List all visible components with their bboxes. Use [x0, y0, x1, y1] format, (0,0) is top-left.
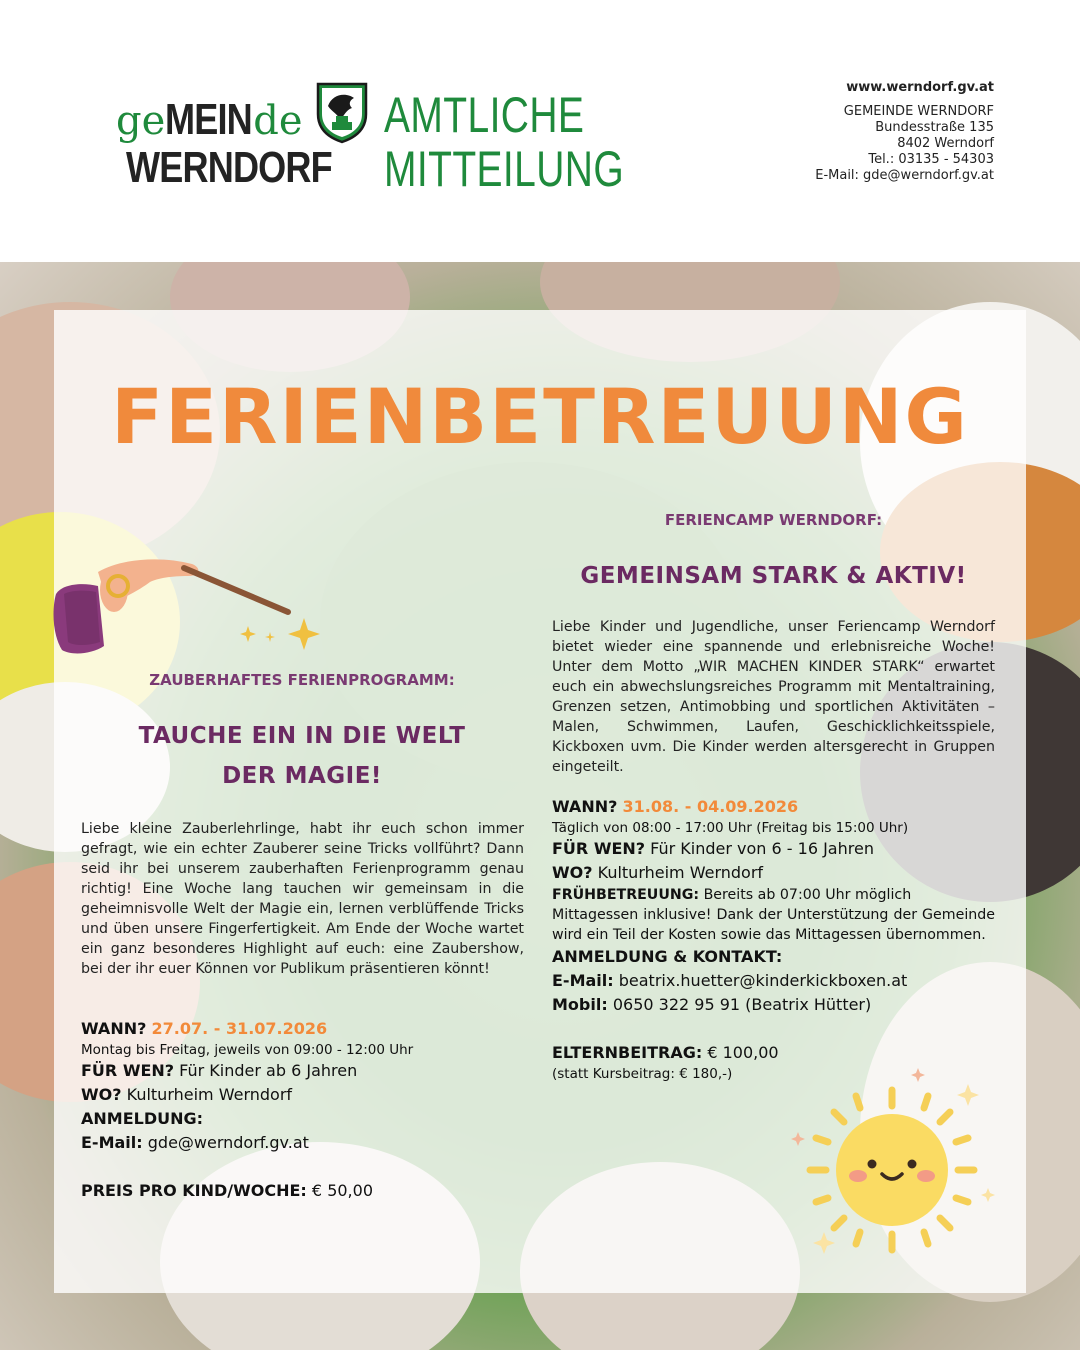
left-email-value[interactable]: gde@werndorf.gv.at	[147, 1133, 309, 1152]
title-line-amtliche: AMTLICHE	[384, 87, 585, 143]
gemeinde-logo	[116, 80, 374, 190]
smiling-sun-icon	[780, 1068, 1010, 1268]
left-headline	[80, 716, 524, 796]
right-when-value: 31.08. - 04.09.2026	[622, 797, 799, 816]
logo-ge: ge	[116, 98, 166, 144]
right-mobile-label: Mobil:	[552, 995, 608, 1014]
right-where-label: WO?	[552, 863, 593, 882]
left-intro-text: Liebe kleine Zauberlehrlinge, habt ihr euch schon immer gefragt, wie ein echter Zauberer seine Tricks vollführt? Dann seid ihr bei unserem zauberhaften Ferienprogramm genau richtig! Eine Woche lang tauchen wir gemeinsam in die geheimnisvolle Welt der Magie ein, lernen verblüffende Tricks und üben unsere Fingerfertigkeit. Am Ende der Woche wartet ein ganz besonderes Highlight auf euch: eine Zaubershow, bei der ihr euer Können vor Publikum präsentieren könnt!	[81, 821, 524, 977]
document-type-title	[384, 88, 624, 196]
left-price-value: € 50,00	[311, 1181, 373, 1200]
right-where-value: Kulturheim Werndorf	[597, 863, 764, 882]
left-price	[81, 1179, 525, 1203]
logo-mein: MEIN	[165, 95, 253, 144]
right-where	[552, 861, 995, 885]
right-email-label: E-Mail:	[552, 971, 614, 990]
left-when	[81, 1017, 525, 1041]
right-schedule: Täglich von 08:00 - 17:00 Uhr (Freitag bis 15:00 Uhr)	[552, 820, 909, 836]
title-line-mitteilung: MITTEILUNG	[384, 141, 625, 197]
left-kicker: ZAUBERHAFTES FERIENPROGRAMM:	[149, 671, 455, 689]
contact-email[interactable]: E-Mail: gde@werndorf.gv.at	[815, 168, 994, 183]
contact-street: Bundesstraße 135	[875, 120, 994, 135]
right-when	[552, 795, 995, 819]
logo-werndorf: WERNDORF	[126, 143, 332, 192]
left-for-whom	[81, 1059, 525, 1083]
left-email-label: E-Mail:	[81, 1133, 143, 1152]
right-email-value[interactable]: beatrix.huetter@kinderkickboxen.at	[618, 971, 908, 990]
right-lunch-text: Mittagessen inklusive! Dank der Unterstützung der Gemeinde wird ein Teil der Kosten sowie das Mittagessen übernommen.	[552, 907, 995, 943]
magic-wand-hand-icon	[52, 554, 324, 666]
right-kicker: FERIENCAMP WERNDORF:	[664, 511, 883, 529]
left-where	[81, 1083, 525, 1107]
right-fee	[552, 1041, 995, 1065]
logo-wordmark-top	[116, 95, 303, 144]
right-for-value: Für Kinder von 6 - 16 Jahren	[650, 839, 874, 858]
left-where-label: WO?	[81, 1085, 122, 1104]
right-registration-label: ANMELDUNG & KONTAKT:	[552, 947, 783, 966]
right-email	[552, 969, 995, 993]
right-for-label: FÜR WEN?	[552, 839, 646, 858]
letterhead	[0, 0, 1080, 262]
page-title: FERIENBETREUUNG	[111, 372, 969, 461]
left-price-label: PREIS PRO KIND/WOCHE:	[81, 1181, 307, 1200]
contact-block	[815, 80, 994, 184]
contact-phone: Tel.: 03135 - 54303	[868, 152, 994, 167]
municipal-crest-icon	[314, 80, 370, 144]
left-when-label: WANN?	[81, 1019, 147, 1038]
right-intro-text: Liebe Kinder und Jugendliche, unser Feriencamp Werndorf bietet wieder eine spannende und erlebnisreiche Woche! Unter dem Motto „WIR MACHEN KINDER STARK“ erwartet euch ein abwechslungsreiches Programm mit Mentaltraining, Grenzen setzen, Antimobbing und sportlichen Aktivitäten – Malen, Schwimmen, Laufen, Geschicklichkeitsspiele, Kickboxen uvm. Die Kinder werden altersgerecht in Gruppen eingeteilt.	[552, 619, 995, 775]
contact-name: GEMEINDE WERNDORF	[843, 104, 994, 119]
right-headline: GEMEINSAM STARK & AKTIV!	[580, 563, 967, 589]
left-headline-line1: TAUCHE EIN IN DIE WELT	[138, 723, 466, 749]
right-mobile-value[interactable]: 0650 322 95 91 (Beatrix Hütter)	[612, 995, 872, 1014]
right-fee-value: € 100,00	[707, 1043, 779, 1062]
right-when-label: WANN?	[552, 797, 618, 816]
right-details	[552, 795, 995, 1083]
left-headline-line2: DER MAGIE!	[222, 763, 382, 789]
website-link[interactable]: www.werndorf.gv.at	[846, 80, 994, 95]
right-mobile	[552, 993, 995, 1017]
left-for-label: FÜR WEN?	[81, 1061, 175, 1080]
right-fee-label: ELTERNBEITRAG:	[552, 1043, 703, 1062]
left-email	[81, 1131, 525, 1155]
right-fee-note: (statt Kursbeitrag: € 180,-)	[552, 1066, 733, 1082]
contact-city: 8402 Werndorf	[897, 136, 994, 151]
right-early-care	[552, 885, 995, 905]
logo-de: de	[253, 98, 303, 144]
left-where-value: Kulturheim Werndorf	[126, 1085, 293, 1104]
right-for-whom	[552, 837, 995, 861]
left-details	[81, 1017, 525, 1203]
left-when-value: 27.07. - 31.07.2026	[151, 1019, 328, 1038]
right-early-value: Bereits ab 07:00 Uhr möglich	[703, 887, 912, 903]
right-early-label: FRÜHBETREUUNG:	[552, 887, 700, 903]
left-schedule: Montag bis Freitag, jeweils von 09:00 - 12:00 Uhr	[81, 1042, 414, 1058]
left-for-value: Für Kinder ab 6 Jahren	[179, 1061, 358, 1080]
left-registration-label: ANMELDUNG:	[81, 1109, 204, 1128]
